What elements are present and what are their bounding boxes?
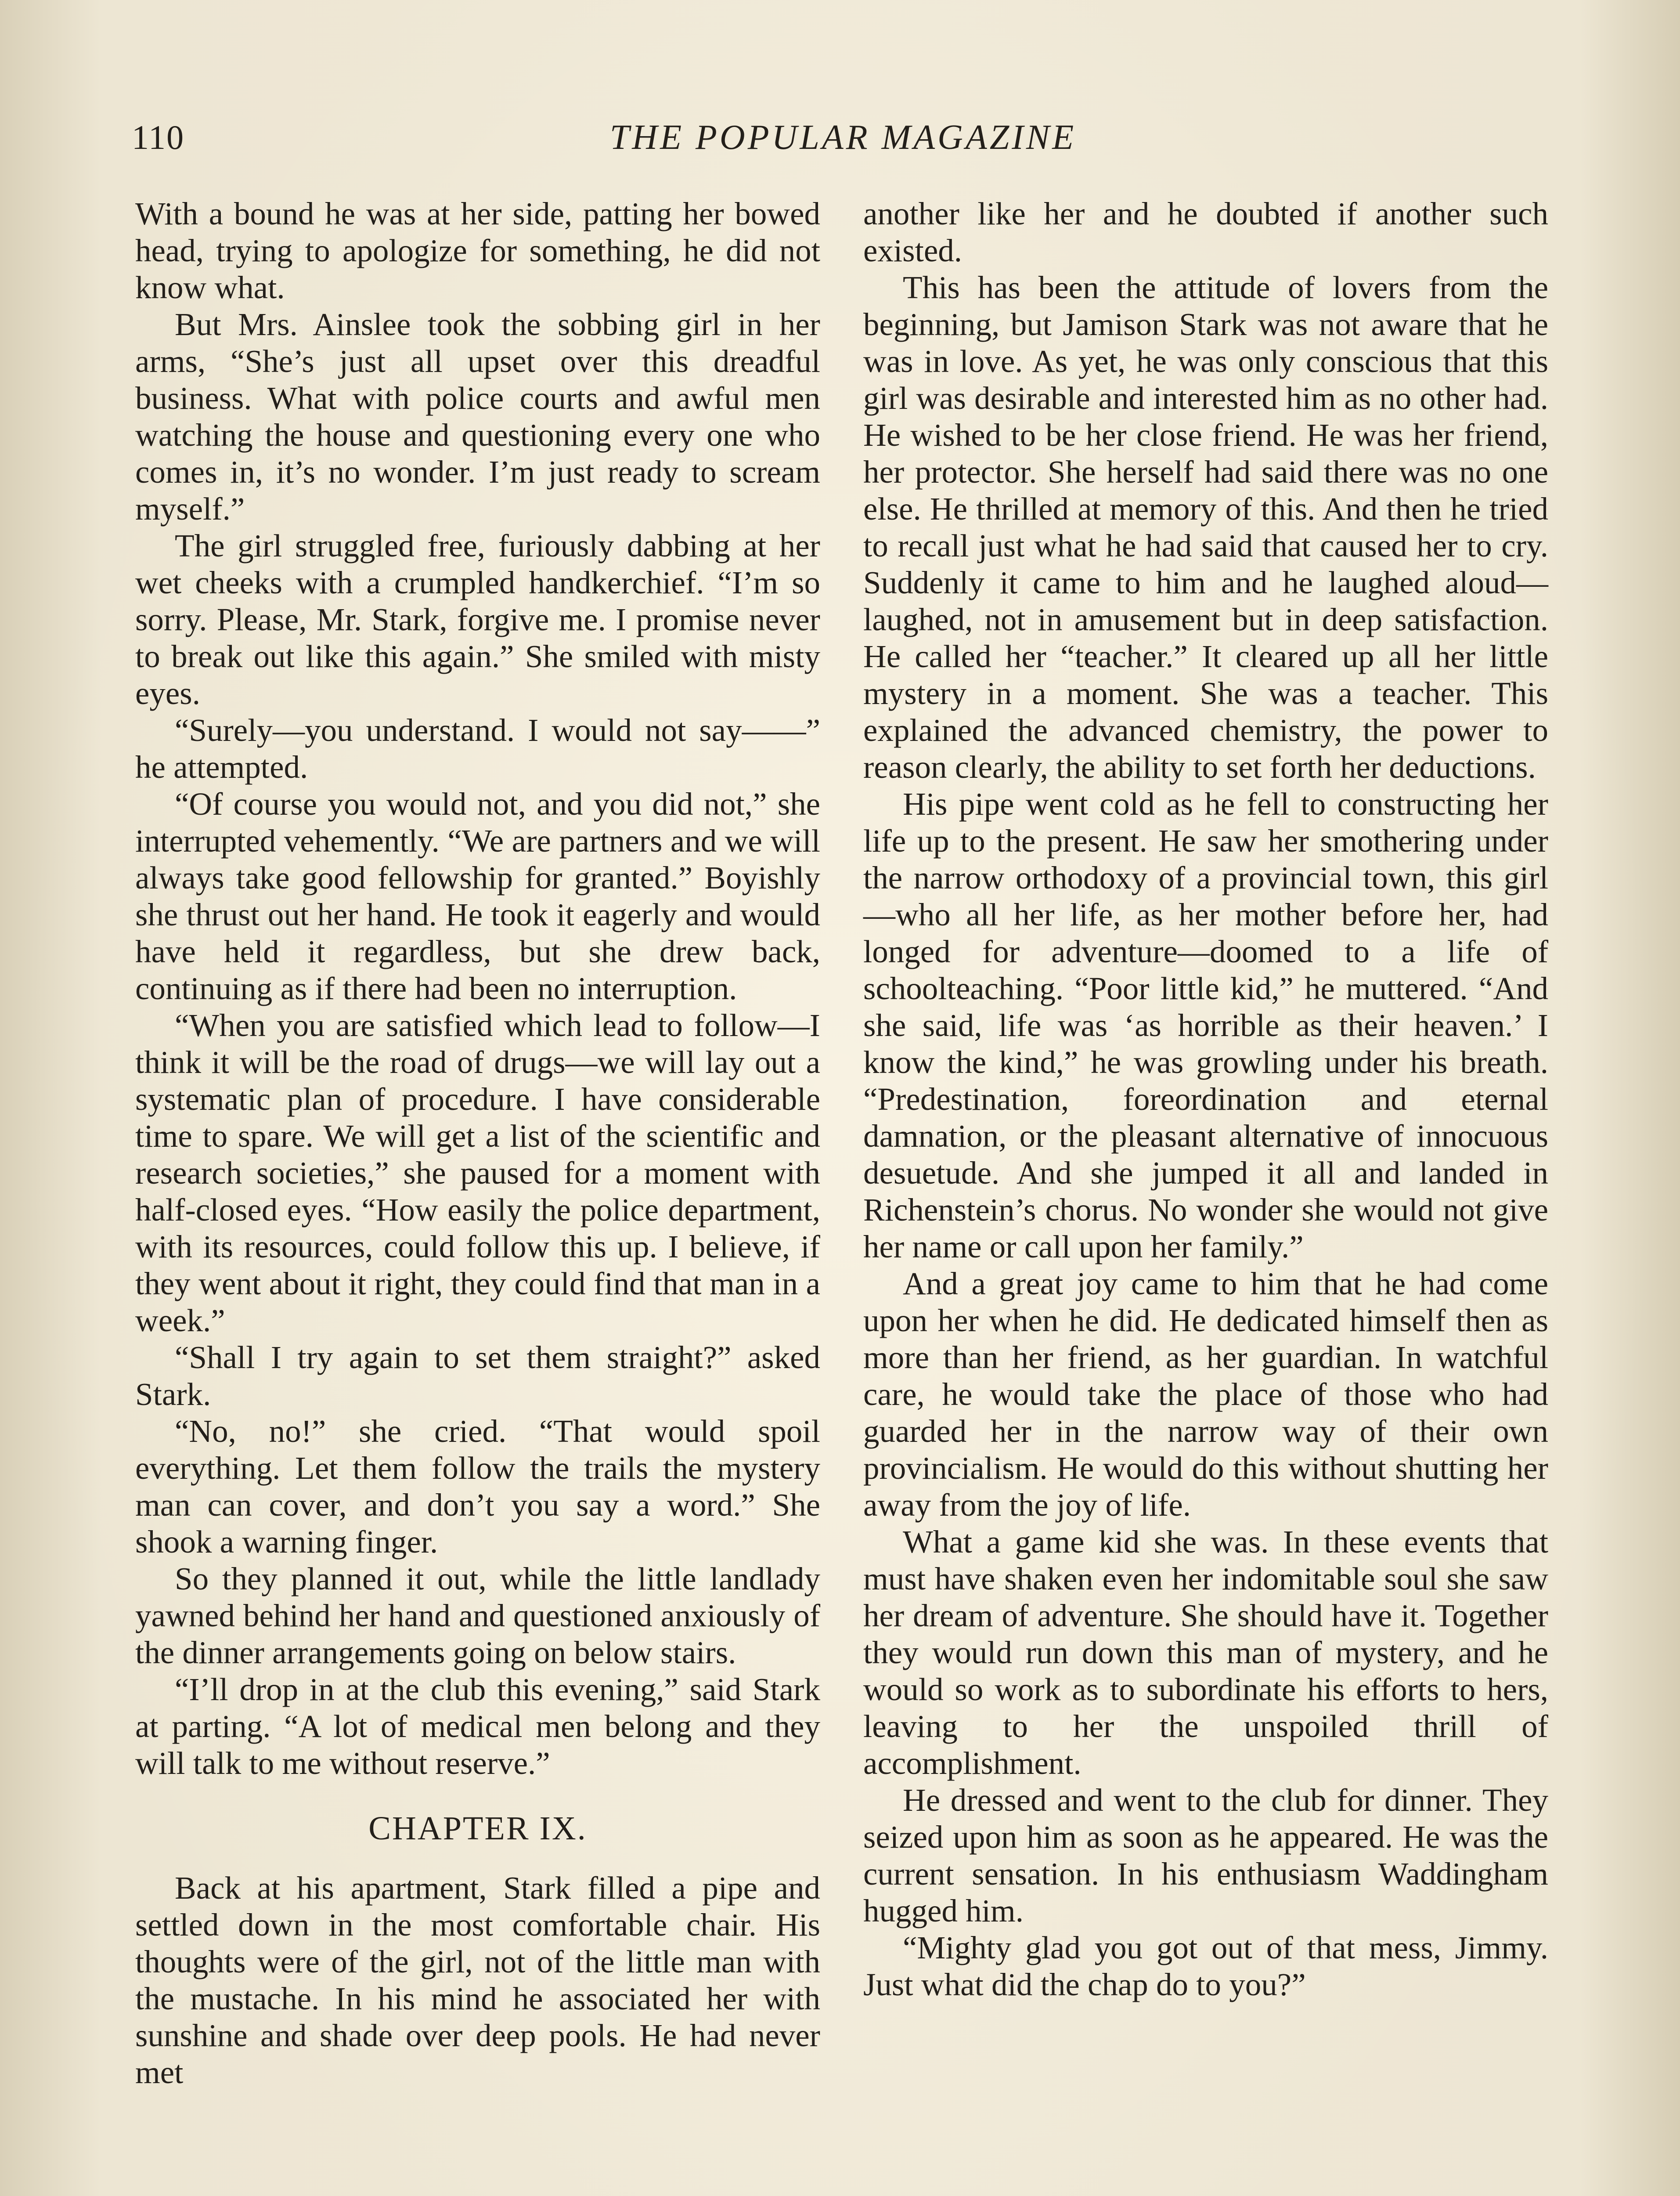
paragraph: another like her and he doubted if another such existed.: [863, 196, 1548, 268]
page-number: 110: [132, 118, 185, 156]
paragraph: “Surely—you understand. I would not say——” he attempted.: [135, 712, 820, 785]
right-column: [863, 195, 1548, 2003]
paragraph: But Mrs. Ainslee took the sobbing girl in her arms, “She’s just all upset over this dreadful business. What with police courts and awful men watching the house and questioning every one who comes in, it’s no wonder. I’m just ready to scream myself.”: [135, 307, 820, 527]
paragraph: “Shall I try again to set them straight?” asked Stark.: [135, 1340, 820, 1412]
paragraph: “When you are satisfied which lead to follow—I think it will be the road of drugs—we will lay out a systematic plan of procedure. I have considerable time to spare. We will get a list of the scientific and research societies,” she paused for a moment with half-closed eyes. “How easily the police department, with its resources, could follow this up. I believe, if they went about it right, they could find that man in a week.”: [135, 1008, 820, 1338]
paragraph: The girl struggled free, furiously dabbing at her wet cheeks with a crumpled handkerchief. “I’m so sorry. Please, Mr. Stark, forgive me. I promise never to break out like this again.” She smiled with misty eyes.: [135, 528, 820, 711]
running-head: THE POPULAR MAGAZINE: [609, 118, 1077, 157]
paragraph: “Of course you would not, and you did not,” she interrupted vehemently. “We are partners and we will always take good fellowship for granted.” Boyishly she thrust out her hand. He took it eagerly and would have held it regardless, but she drew back, continuing as if there had been no interruption.: [135, 786, 820, 1006]
paragraph: What a game kid she was. In these events that must have shaken even her indomitable soul she saw her dream of adventure. She should have it. Together they would run down this man of mystery, and he would so work as to subordinate his efforts to hers, leaving to her the unspoiled thrill of accomplishment.: [863, 1524, 1548, 1781]
paragraph: This has been the attitude of lovers from the beginning, but Jamison Stark was not aware that he was in love. As yet, he was only conscious that this girl was desirable and interested him as no other had. He wished to be her close friend. He was her friend, her protector. She herself had said there was no one else. He thrilled at memory of this. And then he tried to recall just what he had said that caused her to cry. Suddenly it came to him and he laughed aloud—laughed, not in amusement but in deep satisfaction. He called her “teacher.” It cleared up all her little mystery in a moment. She was a teacher. This explained the advanced chemistry, the power to reason clearly, the ability to set forth her deductions.: [863, 270, 1548, 785]
left-column: [135, 195, 820, 2091]
paragraph: Back at his apartment, Stark filled a pipe and settled down in the most comfortable chair. His thoughts were of the girl, not of the little man with the mustache. In his mind he associated her with sunshine and shade over deep pools. He had never met: [135, 1870, 820, 2090]
paragraph: “No, no!” she cried. “That would spoil everything. Let them follow the trails the mystery man can cover, and don’t you say a word.” She shook a warning finger.: [135, 1413, 820, 1560]
paragraph: His pipe went cold as he fell to constructing her life up to the present. He saw her smothering under the narrow orthodoxy of a provincial town, this girl—who all her life, as her mother before her, had longed for adventure—doomed to a life of schoolteaching. “Poor little kid,” he muttered. “And she said, life was ‘as horrible as their heaven.’ I know the kind,” he was growling under his breath. “Predestination, foreordination and eternal damnation, or the pleasant alternative of innocuous desuetude. And she jumped it all and landed in Richenstein’s chorus. No wonder she would not give her name or call upon her family.”: [863, 786, 1548, 1264]
paragraph: So they planned it out, while the little landlady yawned behind her hand and questioned anxiously of the dinner arrangements going on below stairs.: [135, 1561, 820, 1670]
paragraph: “Mighty glad you got out of that mess, Jimmy. Just what did the chap do to you?”: [863, 1930, 1548, 2002]
paragraph: He dressed and went to the club for dinner. They seized upon him as soon as he appeared. He was the current sensation. In his enthusiasm Waddingham hugged him.: [863, 1782, 1548, 1929]
chapter-heading: CHAPTER IX.: [368, 1810, 587, 1847]
page-header: [132, 118, 1554, 166]
paragraph: With a bound he was at her side, patting her bowed head, trying to apologize for something, he did not know what.: [135, 196, 820, 305]
paragraph: “I’ll drop in at the club this evening,” said Stark at parting. “A lot of medical men belong and they will talk to me without reserve.”: [135, 1672, 820, 1781]
paragraph: And a great joy came to him that he had come upon her when he did. He dedicated himself then as more than her friend, as her guardian. In watchful care, he would take the place of those who had guarded her in the narrow way of their own provincialism. He would do this without shutting her away from the joy of life.: [863, 1266, 1548, 1523]
